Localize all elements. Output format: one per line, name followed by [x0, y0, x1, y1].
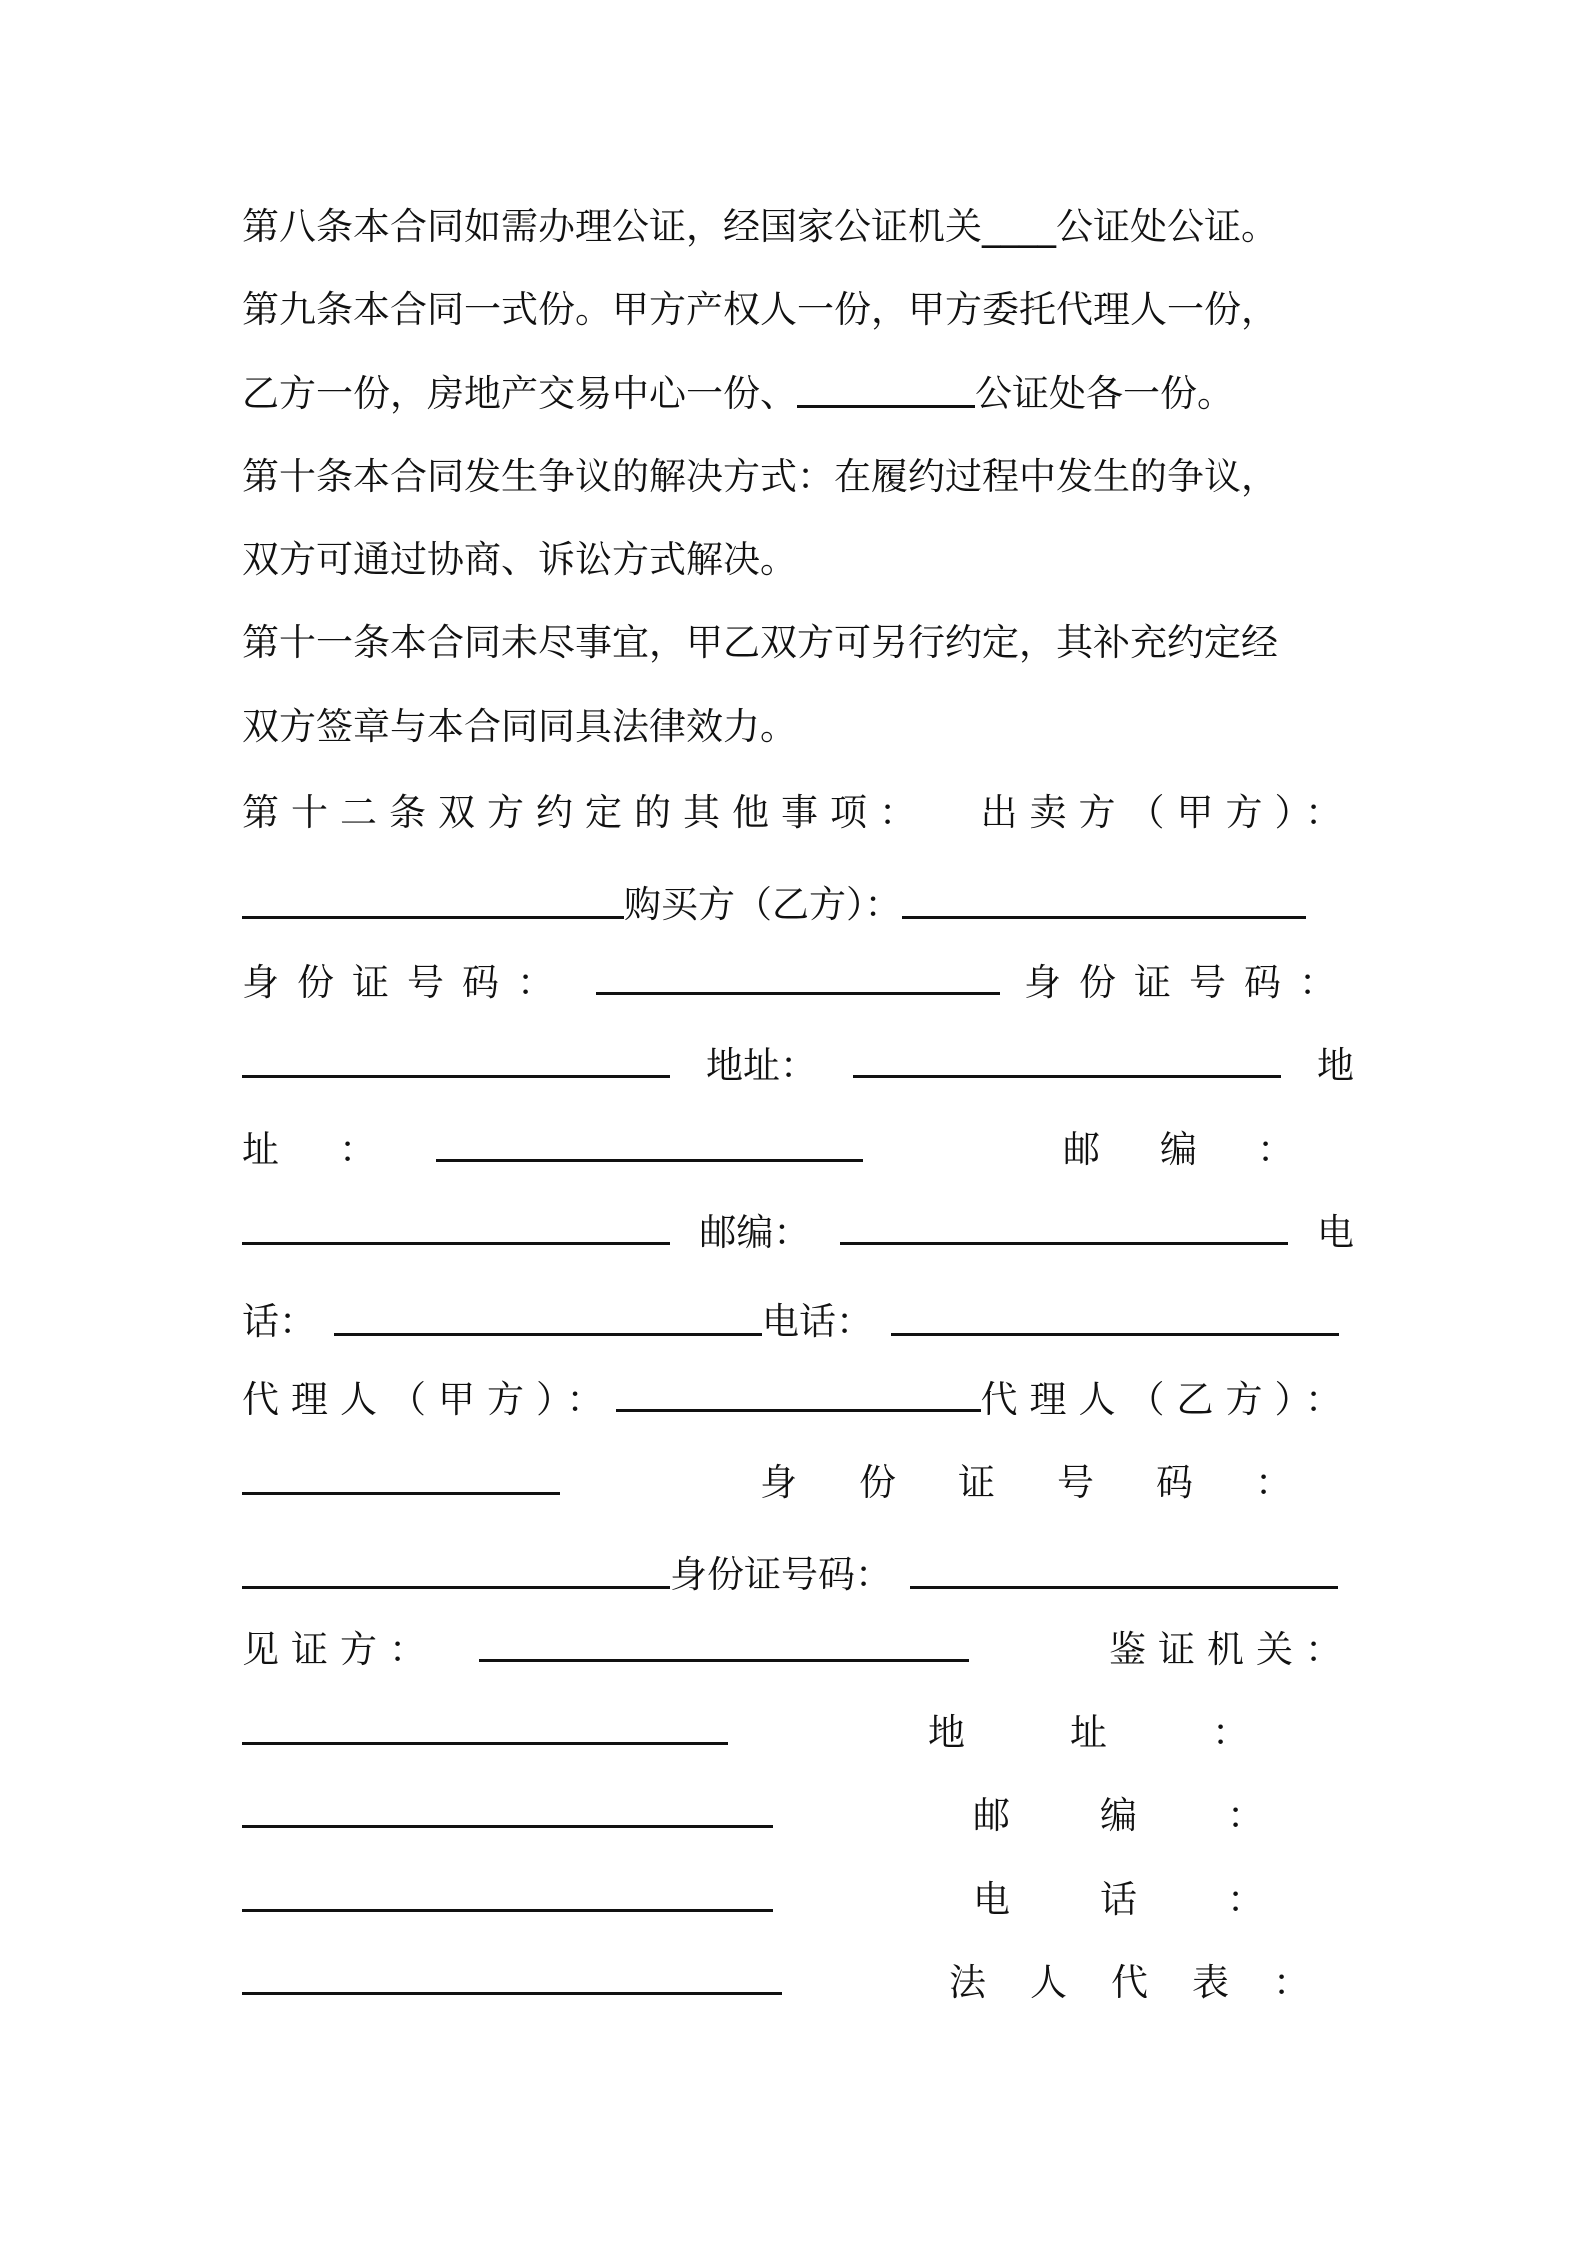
article-8-text: 第八条本合同如需办理公证，经国家公证机关____公证处公证。 — [242, 205, 1278, 248]
article-11-line-2 — [242, 697, 1354, 757]
agent-a-id-blank — [242, 1582, 670, 1589]
agent-b-blank — [242, 1488, 560, 1495]
seller-buyer-line — [242, 875, 1354, 935]
agent-a-blank — [616, 1405, 981, 1412]
article-9-text-1: 第九条本合同一式份。甲方产权人一份，甲方委托代理人一份， — [242, 288, 1278, 331]
authority-postcode-line — [242, 1786, 1354, 1846]
seller-phone-label-part-2: 话： — [242, 1300, 316, 1343]
authority-address-blank — [242, 1821, 773, 1828]
seller-address-blank — [853, 1071, 1281, 1078]
agent-line — [242, 1370, 1354, 1430]
seller-id-label: 身份证号码： — [242, 961, 572, 1004]
authority-address-line — [242, 1703, 1354, 1763]
buyer-address-blank — [436, 1155, 863, 1162]
legal-rep-line — [242, 1953, 1354, 2013]
authority-phone-line — [242, 1870, 1354, 1930]
authority-phone-blank — [242, 1988, 782, 1995]
seller-label: 出卖方（甲方）： — [980, 791, 1354, 834]
authority-phone-label: 电话： — [973, 1878, 1354, 1921]
authority-blank — [242, 1738, 728, 1745]
article-10-line-1 — [242, 447, 1354, 507]
authority-label: 鉴证机关： — [1109, 1628, 1354, 1671]
buyer-postcode-blank — [840, 1238, 1288, 1245]
buyer-id-label: 身份证号码： — [1024, 961, 1354, 1004]
seller-postcode-label: 邮编： — [1063, 1128, 1354, 1171]
seller-id-blank — [596, 988, 1000, 995]
article-12-label: 第十二条双方约定的其他事项： — [242, 791, 928, 834]
buyer-address-label-part-2: 址： — [242, 1128, 436, 1171]
article-11-line-1 — [242, 613, 1354, 673]
buyer-postcode-label: 邮编： — [699, 1211, 811, 1254]
seller-phone-label-part-1: 电 — [1316, 1211, 1354, 1254]
phone-line — [242, 1292, 1354, 1352]
agent-id-line-2 — [242, 1545, 1354, 1605]
authority-address-label: 地址： — [928, 1711, 1354, 1754]
contract-page — [242, 0, 1354, 2244]
agent-b-id-label: 身份证号码： — [670, 1553, 892, 1596]
buyer-phone-label: 电话： — [762, 1300, 873, 1343]
buyer-label: 购买方（乙方）： — [624, 883, 902, 926]
article-9-text-2: 乙方一份，房地产交易中心一份、 — [242, 372, 797, 415]
agent-id-line — [242, 1453, 1354, 1513]
article-9-line-1 — [242, 280, 1354, 340]
address-line-2 — [242, 1120, 1354, 1180]
seller-postcode-blank — [242, 1238, 670, 1245]
seller-phone-blank — [334, 1329, 762, 1336]
address-line-1 — [242, 1036, 1354, 1096]
seller-address-label: 地址： — [706, 1044, 817, 1087]
buyer-address-label-part-1: 地 — [1317, 1044, 1354, 1087]
article-10-text-1: 第十条本合同发生争议的解决方式：在履约过程中发生的争议， — [242, 455, 1278, 498]
legal-rep-label: 法人代表： — [949, 1961, 1354, 2004]
authority-postcode-label: 邮编： — [973, 1794, 1354, 1837]
id-number-line — [242, 953, 1354, 1013]
postcode-line — [242, 1203, 1354, 1263]
article-9-text-3: 公证处各一份。 — [975, 372, 1234, 415]
article-11-text-2: 双方签章与本合同同具法律效力。 — [242, 705, 797, 748]
witness-label: 见证方： — [242, 1628, 438, 1671]
buyer-phone-blank — [891, 1329, 1339, 1336]
agent-a-label: 代理人（甲方）： — [242, 1378, 616, 1421]
buyer-blank — [902, 912, 1306, 919]
witness-blank — [479, 1655, 969, 1662]
notary-blank — [797, 401, 975, 408]
witness-line — [242, 1620, 1354, 1680]
article-10-line-2 — [242, 530, 1354, 590]
agent-a-id-label: 身份证号码： — [760, 1461, 1354, 1504]
agent-b-label: 代理人（乙方）： — [980, 1378, 1354, 1421]
article-10-text-2: 双方可通过协商、诉讼方式解决。 — [242, 538, 797, 581]
seller-blank — [242, 912, 624, 919]
article-8 — [242, 197, 1354, 257]
article-11-text-1: 第十一条本合同未尽事宜，甲乙双方可另行约定，其补充约定经 — [242, 621, 1278, 664]
authority-postcode-blank — [242, 1905, 773, 1912]
article-12-line — [242, 783, 1354, 843]
buyer-id-blank — [242, 1071, 670, 1078]
agent-b-id-blank — [910, 1582, 1338, 1589]
article-9-line-2 — [242, 364, 1354, 424]
